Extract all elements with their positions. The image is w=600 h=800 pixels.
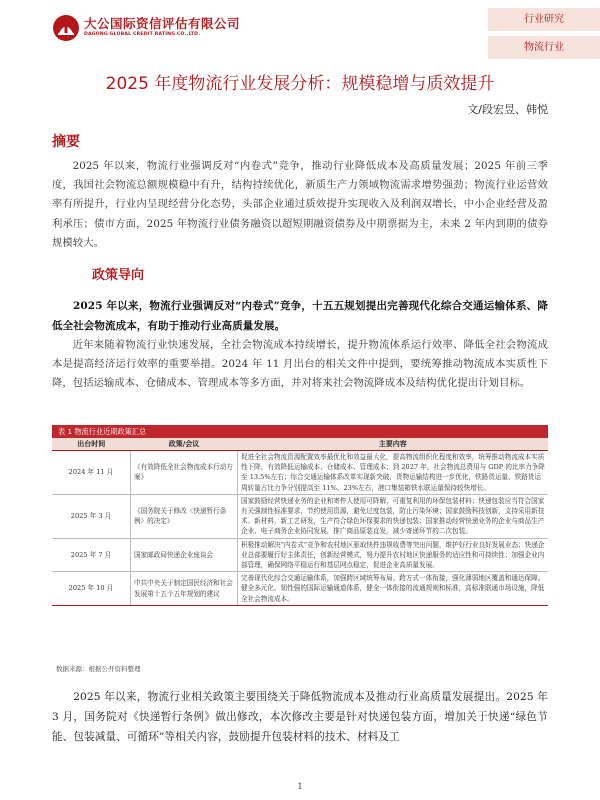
report-authors: 文/段宏昱、韩悦	[467, 103, 548, 116]
table-cell-content: 促进全社会物流资源配置效率最优化和效益最大化，提高物流组织化程度和效率，统筹推动物流成本实质性下降，有效降低运输成本、仓储成本、管理成本；到 2027 年，社会物流总费用与 GDP 的比率力争降至 13.5%左右；综合交通运输体系改革实现新突破，货物运输结构进一步优化，铁路货运量、铁路货运周转量占比力争分别提高至 11%、23%左右，港口集装箱铁水联运量保持较快增长。	[238, 451, 549, 495]
policy-table	[52, 438, 548, 606]
table-row	[52, 451, 548, 495]
table-cell-policy: 国家邮政局快递企业座谈会	[131, 538, 238, 572]
table-cell-date: 2025 年 10 月	[52, 572, 131, 606]
page-number: 1	[297, 782, 303, 791]
table-caption	[52, 425, 548, 438]
category-tag-industry-research: 行业研究	[488, 8, 600, 31]
table-cell-date: 2025 年 3 月	[52, 494, 131, 538]
table-header-row	[52, 438, 548, 451]
table-cell-date: 2025 年 7 月	[52, 538, 131, 572]
table-row	[52, 494, 548, 538]
abstract-text: 2025 年以来，物流行业强调反对“内卷式”竞争，推动行业降低成本及高质量发展；2025 年前三季度，我国社会物流总额规模稳中有升，结构持续优化，新质生产力领域物流需求增势强劲；物流行业运营效率有所提升，行业内呈现经营分化态势，头部企业通过质效提升实现收入及利润双增长，中小企业经营及盈利承压；债市方面，2025 年物流行业债务融资以超短期融资债券及中期票据为主，未来 2 年内到期的债券规模较大。	[52, 160, 548, 249]
dagong-logo-icon	[52, 14, 80, 42]
policy-heading: 政策导向	[92, 268, 145, 283]
table-cell-policy: 《有效降低全社会物流成本行动方案》	[131, 451, 238, 495]
column-header-date: 出台时间	[52, 438, 131, 451]
table-cell-policy: 《国务院关于修改〈快递暂行条例〉的决定》	[131, 494, 238, 538]
abstract-heading: 摘要	[52, 134, 80, 150]
page-header	[0, 0, 600, 62]
policy-bold-paragraph: 2025 年以来，物流行业强调反对“内卷式”竞争，十五五规划提出完善现代化综合交通运输体系、降低全社会物流成本，有助于推动行业高质量发展。	[52, 300, 548, 332]
category-tag-logistics: 物流行业	[488, 36, 600, 59]
table-row	[52, 538, 548, 572]
table-row	[52, 572, 548, 606]
table-source-note: 数据来源：根据公开资料整理	[56, 665, 141, 673]
company-name-cn: 大公国际资信评估有限公司	[84, 16, 241, 31]
column-header-policy: 政策/会议	[131, 438, 238, 451]
company-name-en: DAGONG GLOBAL CREDIT RATING CO.,LTD.	[84, 32, 201, 37]
report-title: 2025 年度物流行业发展分析：规模稳增与质效提升	[105, 74, 495, 94]
table-cell-date: 2024 年 11 月	[52, 451, 131, 495]
table-cell-policy: 中共中央关于制定国民经济和社会发展第十五个五年规划的建议	[131, 572, 238, 606]
table-cell-content: 国家鼓励经营快递业务的企业和寄件人使用可降解、可重复利用的环保包装材料；快递包装应当符合国家有关强制性标准要求，节约使用资源，避免过度包装，防止污染环境；国家鼓励科技创新，支持采用新技术、新材料、新工艺研发，生产符合绿色环保要求的快递包装；国家推动经营快递业务的企业与商品生产企业、电子商务企业协同发展，推广商品原装直发，减少寄递环节的二次包装。	[238, 494, 549, 538]
table-cell-content: 积极推动解决“内卷式”竞争和农村地区驱取快件违规收费等突出问题，维护好行业良好发展业态；快递企业总部要履行好主体责任，创新经营模式，努力提升农村地区快递服务的适应性和可持续性；加强企业内部管理，确保网络平稳运行和基层网点稳定，促进企业高质量发展。	[238, 538, 549, 572]
table-caption-text: 表 1 物流行业近期政策汇总	[58, 427, 147, 436]
column-header-content: 主要内容	[238, 438, 549, 451]
table-cell-content: 完善现代化综合交通运输体系，加强跨区域统筹布局、跨方式一体衔接，强化薄弱地区覆盖和通达保障。健全多元化、韧性强的国际运输通道体系，健全一体衔接的流通规则和标准，高标准联通市场设施，降低全社会物流成本。	[238, 572, 549, 606]
policy-paragraph-2: 2025 年以来，物流行业相关政策主要围绕关于降低物流成本及推动行业高质量发展提出。2025 年 3 月，国务院对《快递暂行条例》做出修改，本次修改主要是针对快递包装方面，增加关于快递“绿色节能、包装减量、可循环”等相关内容，鼓励提升包装材料的技术、材料及工	[52, 691, 548, 743]
policy-paragraph-1: 近年来随着物流行业快速发展，全社会物流成本持续增长，提升物流体系运行效率、降低全社会物流成本是提高经济运行效率的重要举措。2024 年 11 月出台的相关文件中提到，要统筹推动物流成本实质性下降，包括运输成本、仓储成本、管理成本等多方面，并对将来社会物流降成本及结构优化提出计划目标。	[52, 339, 548, 390]
